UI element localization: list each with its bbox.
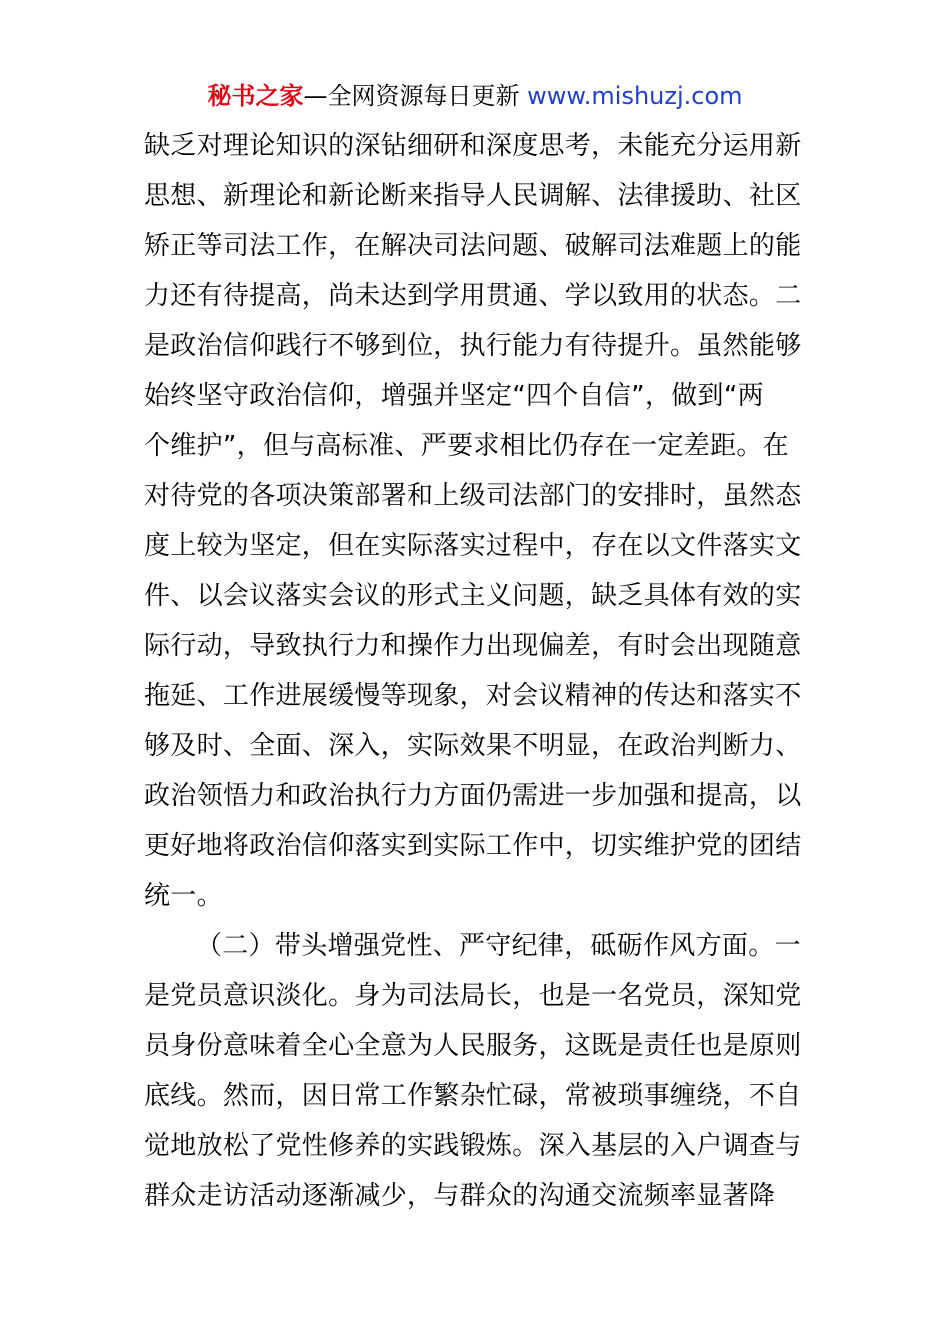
text-line: 员身份意味着全心全意为人民服务，这既是责任也是原则 [144, 1031, 802, 1061]
site-url[interactable]: www.mishuzj.com [527, 82, 743, 110]
document-body [144, 121, 814, 1221]
text-line: 对待党的各项决策部署和上级司法部门的安排时，虽然态 [144, 481, 802, 511]
text-line: 够及时、全面、深入，实际效果不明显，在政治判断力、 [144, 731, 802, 761]
brand-name: 秘书之家 [207, 82, 304, 110]
tagline: —全网资源每日更新 [303, 82, 520, 110]
text-line: 思想、新理论和新论断来指导人民调解、法律援助、社区 [144, 181, 802, 211]
text-line: 际行动，导致执行力和操作力出现偏差，有时会出现随意 [144, 631, 802, 661]
text-line: 矫正等司法工作，在解决司法问题、破解司法难题上的能 [144, 231, 802, 261]
text-line: 是政治信仰践行不够到位，执行能力有待提升。虽然能够 [144, 331, 802, 361]
site-header [0, 78, 950, 114]
text-line: 底线。然而，因日常工作繁杂忙碌，常被琐事缠绕，不自 [144, 1081, 802, 1111]
text-line: 力还有待提高，尚未达到学用贯通、学以致用的状态。二 [144, 281, 802, 311]
text-line: 拖延、工作进展缓慢等现象，对会议精神的传达和落实不 [144, 681, 802, 711]
text-line: 缺乏对理论知识的深钻细研和深度思考，未能充分运用新 [144, 131, 802, 161]
text-line: 是党员意识淡化。身为司法局长，也是一名党员，深知党 [144, 981, 802, 1011]
text-line: 更好地将政治信仰落实到实际工作中，切实维护党的团结 [144, 831, 802, 861]
text-line: 觉地放松了党性修养的实践锻炼。深入基层的入户调查与 [144, 1131, 802, 1161]
section-heading-line: （二）带头增强党性、严守纪律，砥砺作风方面。一 [196, 931, 801, 961]
text-line: 度上较为坚定，但在实际落实过程中，存在以文件落实文 [144, 531, 802, 561]
text-line: 统一。 [144, 881, 223, 911]
text-line: 群众走访活动逐渐减少，与群众的沟通交流频率显著降 [144, 1181, 776, 1211]
text-line: 始终坚守政治信仰，增强并坚定“四个自信”，做到“两 [144, 381, 764, 411]
text-line: 个维护”，但与高标准、严要求相比仍存在一定差距。在 [144, 431, 789, 461]
text-line: 政治领悟力和政治执行力方面仍需进一步加强和提高，以 [144, 781, 802, 811]
text-line: 件、以会议落实会议的形式主义问题，缺乏具体有效的实 [144, 581, 802, 611]
